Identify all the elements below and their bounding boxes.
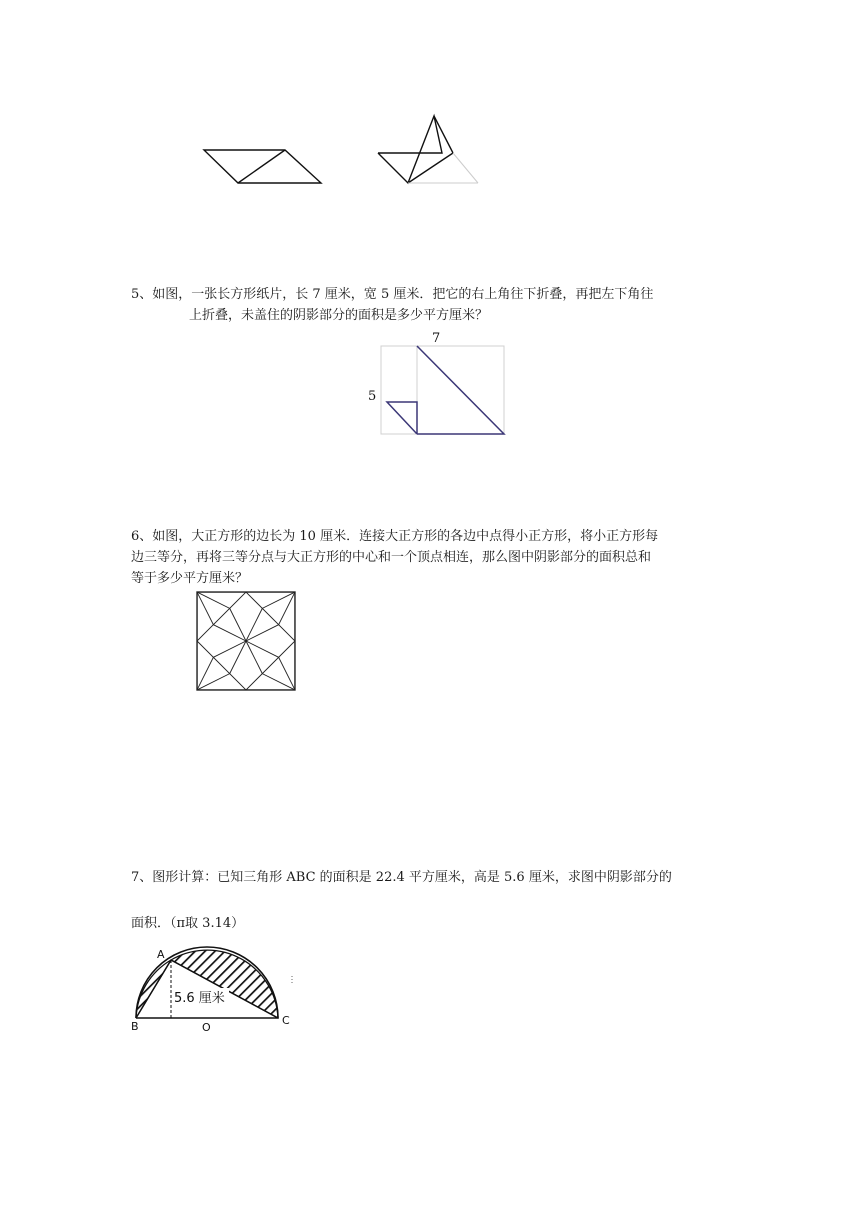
- length-label: 7: [432, 331, 441, 346]
- vertex-c-label: C: [282, 1014, 290, 1027]
- problem-6-line-2: 边三等分，再将三等分点与大正方形的中心和一个顶点相连，那么图中阴影部分的面积总和: [131, 550, 652, 565]
- vertex-a-label: A: [157, 948, 165, 961]
- problem-5-line-1: 5、如图，一张长方形纸片，长 7 厘米，宽 5 厘米．把它的右上角往下折叠，再把左下角往: [131, 287, 654, 302]
- width-label: 5: [368, 389, 377, 404]
- vertex-b-label: B: [131, 1020, 139, 1033]
- parallelogram-figure: [200, 145, 326, 187]
- problem-6-line-3: 等于多少平方厘米？: [131, 571, 249, 586]
- problem-7-line-2: 面积．（π取 3.14）: [131, 916, 245, 931]
- folded-rectangle-figure: [360, 330, 510, 440]
- problem-6-line-1: 6、如图，大正方形的边长为 10 厘米．连接大正方形的各边中点得小正方形，将小正方形每: [131, 529, 659, 544]
- center-o-label: O: [202, 1021, 211, 1034]
- problem-7-line-1: 7、图形计算：已知三角形 ABC 的面积是 22.4 平方厘米，高是 5.6 厘米，求图中阴影部分的: [131, 870, 672, 885]
- problem-6-text: [131, 526, 731, 589]
- square-star-figure: [195, 590, 297, 692]
- folded-parallelogram-figure: [374, 112, 484, 188]
- height-label: 5.6 厘米: [174, 991, 225, 1006]
- problem-5-text: [131, 284, 731, 326]
- problem-5-line-2: 上折叠，未盖住的阴影部分的面积是多少平方厘米？: [189, 308, 489, 323]
- semicircle-triangle-figure: [126, 940, 302, 1036]
